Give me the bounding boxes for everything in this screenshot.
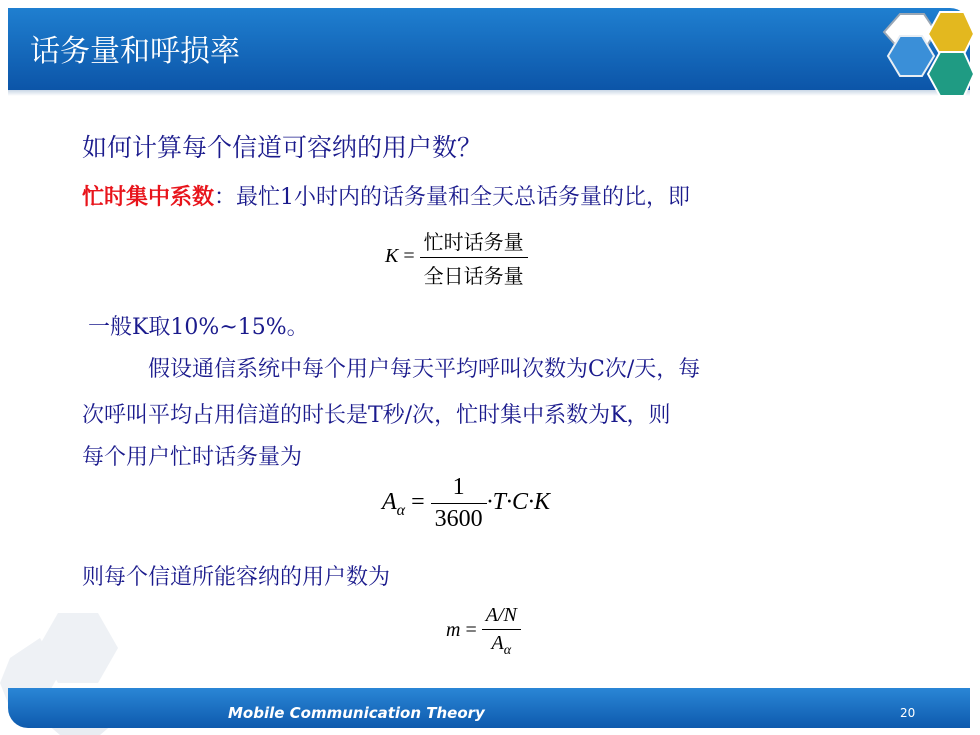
formula-m [446,604,521,659]
formula-k-eq: = [403,245,415,268]
slide-title: 话务量和呼损率 [30,34,240,69]
hex-yellow-icon [928,12,974,54]
formula-m-lhs: m [446,619,461,642]
formula-k-lhs: K [385,245,399,268]
page-number: 20 [900,706,916,720]
formula-m-den-main: A [491,632,504,654]
formula-k [385,226,528,289]
footer-bar [8,688,970,728]
title-bar-shadow [8,90,970,96]
formula-a-denominator: 3600 [434,506,483,532]
formula-k-numerator: 忙时话务量 [420,226,528,258]
formula-a-eq: = [411,489,425,516]
formula-m-denominator [482,630,521,659]
formula-a [382,474,550,533]
definition-line [82,180,690,211]
assumption-line-2: 次呼叫平均占用信道的时长是T秒/次，忙时集中系数为K，则 [82,403,671,428]
formula-a-lhs: A [382,489,397,516]
formula-m-eq: = [465,619,477,642]
formula-a-rest: ·T·C·K [486,489,550,516]
question-line: 如何计算每个信道可容纳的用户数？ [82,133,483,162]
hexagon-cluster-icon [870,6,975,101]
formula-k-fraction [420,226,528,289]
k-range-line: 一般K取10%~15%。 [88,315,309,340]
formula-k-denominator: 全日话务量 [423,266,524,288]
assumption-line-3: 每个用户忙时话务量为 [82,445,303,470]
term-label: 忙时集中系数 [82,184,215,210]
formula-m-fraction [482,604,521,659]
formula-a-sub: α [396,501,406,519]
assumption-line-1: 假设通信系统中每个用户每天平均呼叫次数为C次/天，每 [148,357,701,382]
footer-course-title: Mobile Communication Theory [228,704,485,722]
formula-m-den-sub: α [503,643,512,658]
conclusion-line: 则每个信道所能容纳的用户数为 [82,565,391,590]
hex-teal-icon [928,52,974,96]
formula-a-numerator: 1 [431,474,487,504]
formula-m-numerator: A/N [482,604,521,630]
definition-text: ：最忙1小时内的话务量和全天总话务量的比，即 [214,185,691,210]
formula-a-fraction [431,474,487,533]
